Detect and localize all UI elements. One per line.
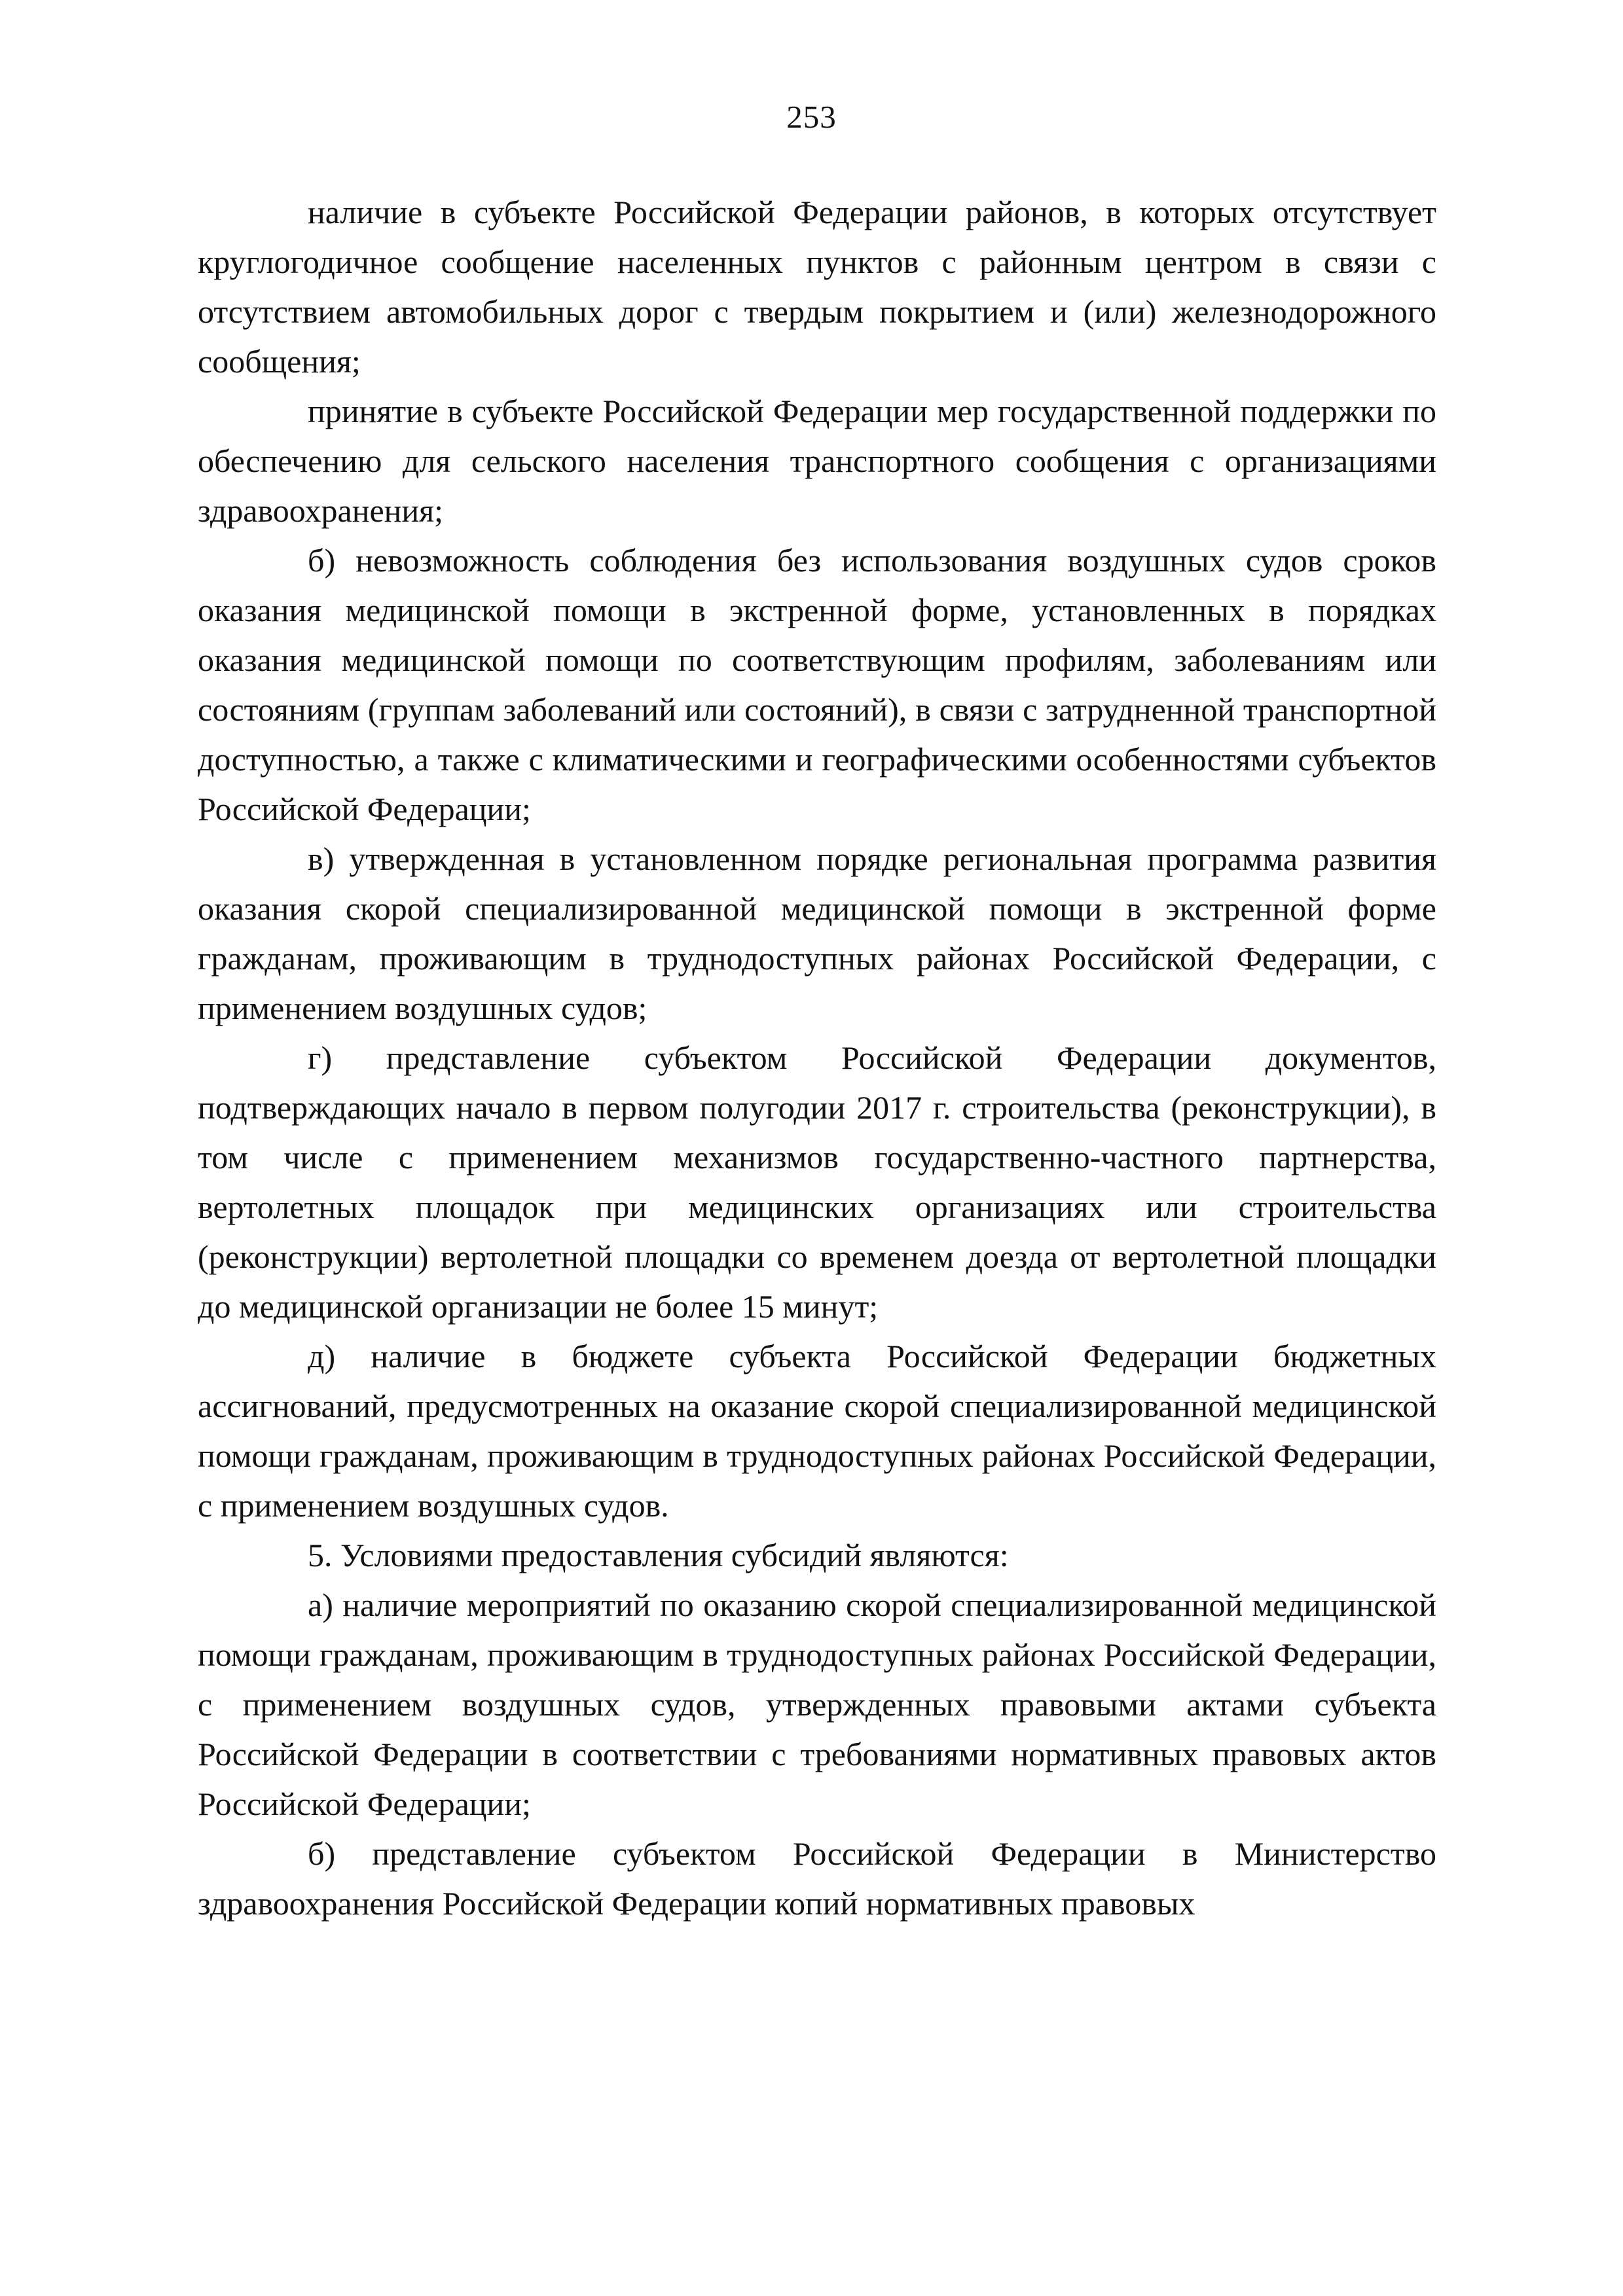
paragraph-item-b-air-transport: б) невозможность соблюдения без использования воздушных судов сроков оказания медицинской помощи в экстренной форме, установленных в порядках оказания медицинской помощи по соответствующим профилям, заболеваниям или состояниям (группам заболеваний или состояний), в связи с затрудненной транспортной доступностью, а также с климатическими и географическими особенностями субъектов Российской Федерации;	[198, 542, 1436, 827]
paragraph-item-b-submission: б) представление субъектом Российской Федерации в Министерство здравоохранения Российской Федерации копий нормативных правовых	[198, 1835, 1436, 1922]
paragraph-item-v-regional-program: в) утвержденная в установленном порядке региональная программа развития оказания скорой специализированной медицинской помощи в экстренной форме гражданам, проживающим в труднодоступных районах Российской Федерации, с применением воздушных судов;	[198, 840, 1436, 1026]
paragraph-clause-5: 5. Условиями предоставления субсидий являются:	[308, 1537, 1009, 1573]
document-body	[198, 187, 1436, 1928]
paragraph-road-access: наличие в субъекте Российской Федерации районов, в которых отсутствует круглогодичное сообщение населенных пунктов с районным центром в связи с отсутствием автомобильных дорог с твердым покрытием и (или) железнодорожного сообщения;	[198, 194, 1436, 380]
page-number: 253	[786, 99, 837, 135]
paragraph-item-g-helipads: г) представление субъектом Российской Федерации документов, подтверждающих начало в первом полугодии 2017 г. строительства (реконструкции), в том числе с применением механизмов государственно-частного партнерства, вертолетных площадок при медицинских организациях или строительства (реконструкции) вертолетной площадки со временем доезда от вертолетной площадки до медицинской организации не более 15 минут;	[198, 1039, 1436, 1325]
paragraph-item-d-budget: д) наличие в бюджете субъекта Российской Федерации бюджетных ассигнований, предусмотренных на оказание скорой специализированной медицинской помощи гражданам, проживающим в труднодоступных районах Российской Федерации, с применением воздушных судов.	[198, 1338, 1436, 1524]
paragraph-state-support: принятие в субъекте Российской Федерации мер государственной поддержки по обеспечению для сельского населения транспортного сообщения с организациями здравоохранения;	[198, 393, 1436, 529]
paragraph-item-a-measures: а) наличие мероприятий по оказанию скорой специализированной медицинской помощи гражданам, проживающим в труднодоступных районах Российской Федерации, с применением воздушных судов, утвержденных правовыми актами субъекта Российской Федерации в соответствии с требованиями нормативных правовых актов Российской Федерации;	[198, 1587, 1436, 1822]
